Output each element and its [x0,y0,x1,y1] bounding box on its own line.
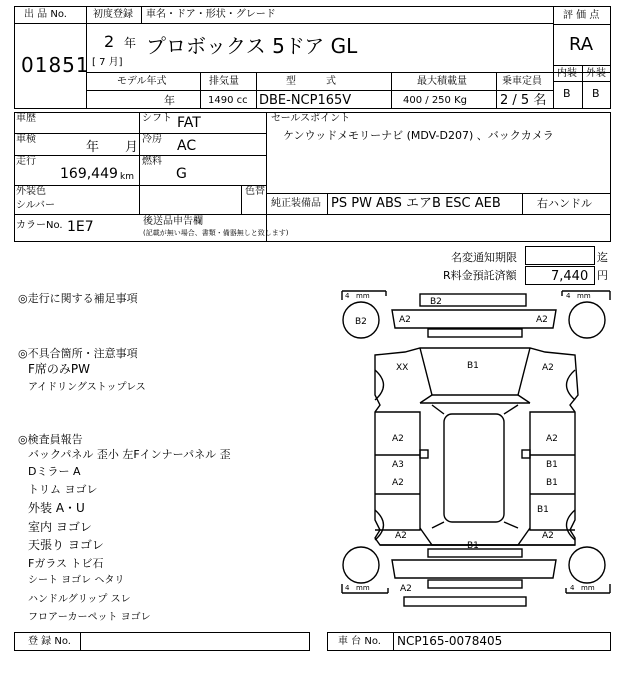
after-note: (記載が無い場合、書類・備器無しと致します) [143,229,289,237]
tire-label: 4 [345,584,350,592]
type-label: 型 式 [286,76,336,87]
handle-value: 右ハンドル [537,197,592,210]
damage-mark: B1 [546,460,558,470]
damage-mark: B1 [537,505,549,515]
tire-unit: mm [577,292,591,300]
defect-item: アイドリングストップレス [28,382,146,393]
damage-mark: A2 [400,584,412,594]
color-no-value: 1E7 [67,219,94,235]
damage-mark: A2 [546,434,558,444]
reg-month: [ 7 月] [92,57,123,68]
capacity-value: 2 / 5 名 [500,93,547,108]
score-value: RA [569,34,594,55]
interior-score: B [563,87,571,100]
shift-value: FAT [177,115,201,131]
load-label: 最大積載量 [417,76,467,87]
history-label: 車歴 [16,113,36,124]
defects-title: ◎不具合箇所・注意事項 [18,347,138,360]
damage-mark: A2 [542,531,554,541]
capacity-label: 乗車定員 [502,76,542,87]
tire-label: 4 [570,584,575,592]
notice-label: 名変通知期限 [451,251,517,264]
first-reg-label: 初度登録 [93,9,133,20]
notice-unit: 迄 [597,251,608,264]
inspector-item: トリム ヨゴレ [28,483,98,496]
damage-mark: A2 [395,531,407,541]
exterior-score: B [592,87,600,100]
inspector-item: バックパネル 歪小 左Fインナーパネル 歪 [28,448,231,461]
lot-label: 出 品 No. [24,9,67,20]
ac-label: 冷房 [142,134,162,145]
chassis-number: NCP165-0078405 [397,634,503,648]
damage-mark: B1 [467,541,479,551]
load-value: 400 / 250 Kg [403,95,467,106]
defect-item: F席のみPW [28,362,91,376]
recycle-amount: 7,440 [551,269,589,284]
reg-year-unit: 年 [124,36,137,50]
damage-mark: A2 [392,478,404,488]
chassis-label: 車 台 No. [338,636,381,647]
equipment-label: 純正装備品 [271,198,321,209]
inspector-item: 天張り ヨゴレ [28,538,104,552]
recycle-label: R料金預託済額 [443,269,517,282]
inspector-item: Fガラス トビ石 [28,557,104,570]
tire-unit: mm [581,584,595,592]
mileage-value: 169,449 [60,166,118,182]
color-change-label: 色替 [245,186,265,197]
interior-label: 内装 [557,68,577,79]
recycle-unit: 円 [597,269,608,282]
lot-number: 01851 [21,53,90,77]
mileage-label: 走行 [16,156,36,167]
damage-mark: B1 [546,478,558,488]
damage-mark: A2 [542,363,554,373]
ac-value: AC [177,138,197,154]
inspector-item: シート ヨゴレ ヘタリ [28,575,125,586]
color-no-label: カラーNo. [16,220,63,231]
sales-point-label: セールスポイント [271,113,351,124]
score-label: 評 価 点 [563,10,600,21]
tire-unit: mm [356,584,370,592]
inspector-item: 外装 A・U [28,501,85,515]
fuel-value: G [176,166,187,182]
model-code: DBE-NCP165V [259,93,352,108]
inspection-value: 年 月 [86,140,139,155]
model-year-label: モデル年式 [117,76,167,87]
inspection-label: 車検 [16,134,36,145]
damage-mark: B2 [430,297,442,307]
inspector-item: Dミラー A [28,465,81,478]
equipment-value: PS PW ABS エアB ESC AEB [331,196,501,211]
exterior-label: 外装 [586,68,606,79]
tire-unit: mm [356,292,370,300]
tire-label: 4 [566,292,571,300]
name-label: 車名・ドア・形状・グレード [146,9,276,20]
damage-mark: A2 [392,434,404,444]
damage-mark: A2 [399,315,411,325]
shift-label: シフト [142,113,172,124]
inspector-item: 室内 ヨゴレ [28,520,92,534]
mileage-unit: km [120,172,134,182]
damage-mark: B2 [355,317,367,327]
after-label: 後送品申告欄 [143,216,203,227]
inspector-item: ハンドルグリップ スレ [28,594,131,605]
fuel-label: 燃料 [142,156,162,167]
displacement-label: 排気量 [209,76,239,87]
damage-mark: XX [396,363,409,373]
sales-point-value: ケンウッドメモリーナビ (MDV-D207) 、バックカメラ [283,129,554,142]
driving-title: ◎走行に関する補足事項 [18,292,138,305]
tire-label: 4 [345,292,350,300]
displacement-value: 1490 cc [208,95,248,106]
model-year-unit: 年 [164,94,175,107]
reg-year: 2 [104,32,115,51]
damage-mark: A2 [536,315,548,325]
ext-color-value: シルバー [16,200,56,211]
car-name: プロボックス 5ドア GL [146,34,358,58]
inspector-title: ◎検査員報告 [18,433,83,446]
ext-color-label: 外装色 [16,186,46,197]
inspector-item: フロアーカーペット ヨゴレ [28,612,151,623]
damage-mark: A3 [392,460,404,470]
reg-no-label: 登 録 No. [28,636,71,647]
damage-mark: B1 [467,361,479,371]
